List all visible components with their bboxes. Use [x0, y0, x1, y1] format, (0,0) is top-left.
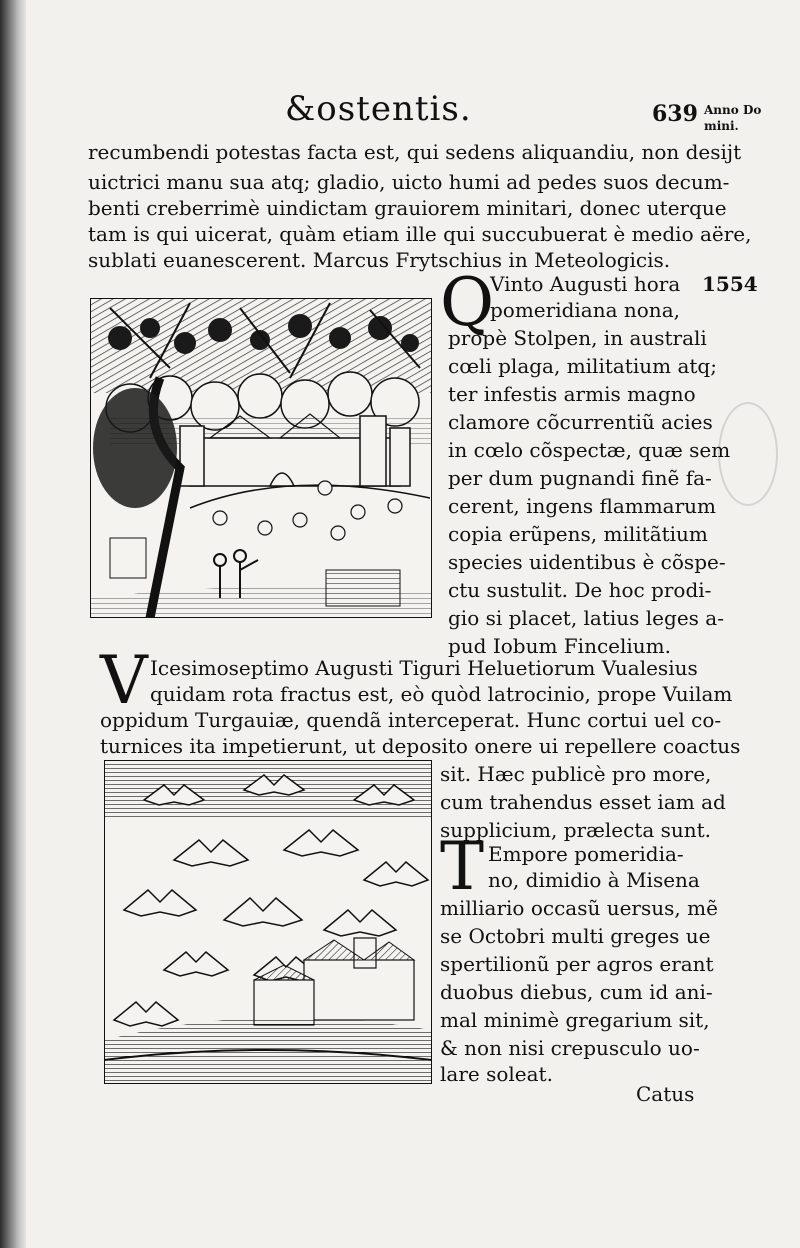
text-line: copia erũpens, militãtium: [448, 522, 708, 546]
text-line: se Octobri multi greges ue: [440, 924, 711, 948]
text-line: Vinto Augusti hora: [490, 272, 681, 296]
text-line: species uidentibus è cõspe-: [448, 550, 726, 574]
text-line: oppidum Turgauiæ, quendã interceperat. Hunc cortui uel co-: [100, 708, 722, 732]
text-line: pomeridiana nona,: [490, 298, 680, 322]
text-line: uictrici manu sua atq; gladio, uicto humi ad pedes suos decum-: [88, 170, 730, 194]
woodcut-bats-over-town: [104, 760, 432, 1084]
text-line: ctu sustulit. De hoc prodi-: [448, 578, 712, 602]
woodcut-sky-battle: [90, 298, 432, 618]
margin-note-line-1: Anno Do: [704, 103, 762, 117]
text-line: cum trahendus esset iam ad: [440, 790, 726, 814]
text-line: lare soleat.: [440, 1062, 553, 1086]
text-line: sublati euanescerent. Marcus Frytschius in Meteologicis.: [88, 248, 671, 272]
margin-note-line-2: mini.: [704, 119, 739, 133]
text-line: Icesimoseptimo Augusti Tiguri Heluetiorum Vualesius: [150, 656, 698, 680]
text-line: tam is qui uicerat, quàm etiam ille qui succubuerat è medio aëre,: [88, 222, 752, 246]
text-line: sit. Hæc publicè pro more,: [440, 762, 712, 786]
catchword: Catus: [636, 1082, 695, 1106]
text-line: ter infestis armis magno: [448, 382, 696, 406]
text-line: Empore pomeridia-: [488, 842, 684, 866]
text-line: no, dimidio à Misena: [488, 868, 700, 892]
text-line: cœli plaga, militatium atq;: [448, 354, 717, 378]
text-line: in cœlo cõspectæ, quæ sem: [448, 438, 731, 462]
text-line: pud Iobum Fincelium.: [448, 634, 671, 658]
text-line: propè Stolpen, in australi: [448, 326, 707, 350]
binding-gutter: [0, 0, 26, 1248]
page-number: 639: [652, 101, 698, 127]
text-line: mal minimè gregarium sit,: [440, 1008, 710, 1032]
drop-cap: Q: [440, 264, 495, 341]
running-head: &ostentis.: [285, 89, 472, 129]
text-line: turnices ita impetierunt, ut deposito onere ui repellere coactus: [100, 734, 741, 758]
text-line: milliario occasũ uersus, mẽ: [440, 896, 718, 920]
text-line: benti creberrimè uindictam grauiorem minitari, donec uterque: [88, 196, 727, 220]
text-line: quidam rota fractus est, eò quòd latrocinio, prope Vuilam: [150, 682, 733, 706]
year-note: 1554: [702, 272, 758, 296]
text-line: & non nisi crepusculo uo-: [440, 1036, 700, 1060]
text-line: duobus diebus, cum id ani-: [440, 980, 713, 1004]
drop-cap: T: [440, 828, 485, 905]
text-line: gio si placet, latius leges a-: [448, 606, 724, 630]
woodcut-bats-drawing: [104, 760, 432, 1084]
woodcut-sky-battle-drawing: [90, 298, 432, 618]
text-line: per dum pugnandi finẽ fa-: [448, 466, 712, 490]
text-line: cerent, ingens flammarum: [448, 494, 717, 518]
drop-cap: V: [100, 642, 148, 719]
text-line: clamore cõcurrentiũ acies: [448, 410, 713, 434]
text-line: spertilionũ per agros erant: [440, 952, 714, 976]
text-line: recumbendi potestas facta est, qui sedens aliquandiu, non desijt: [88, 140, 742, 164]
text-line: supplicium, prælecta sunt.: [440, 818, 712, 842]
